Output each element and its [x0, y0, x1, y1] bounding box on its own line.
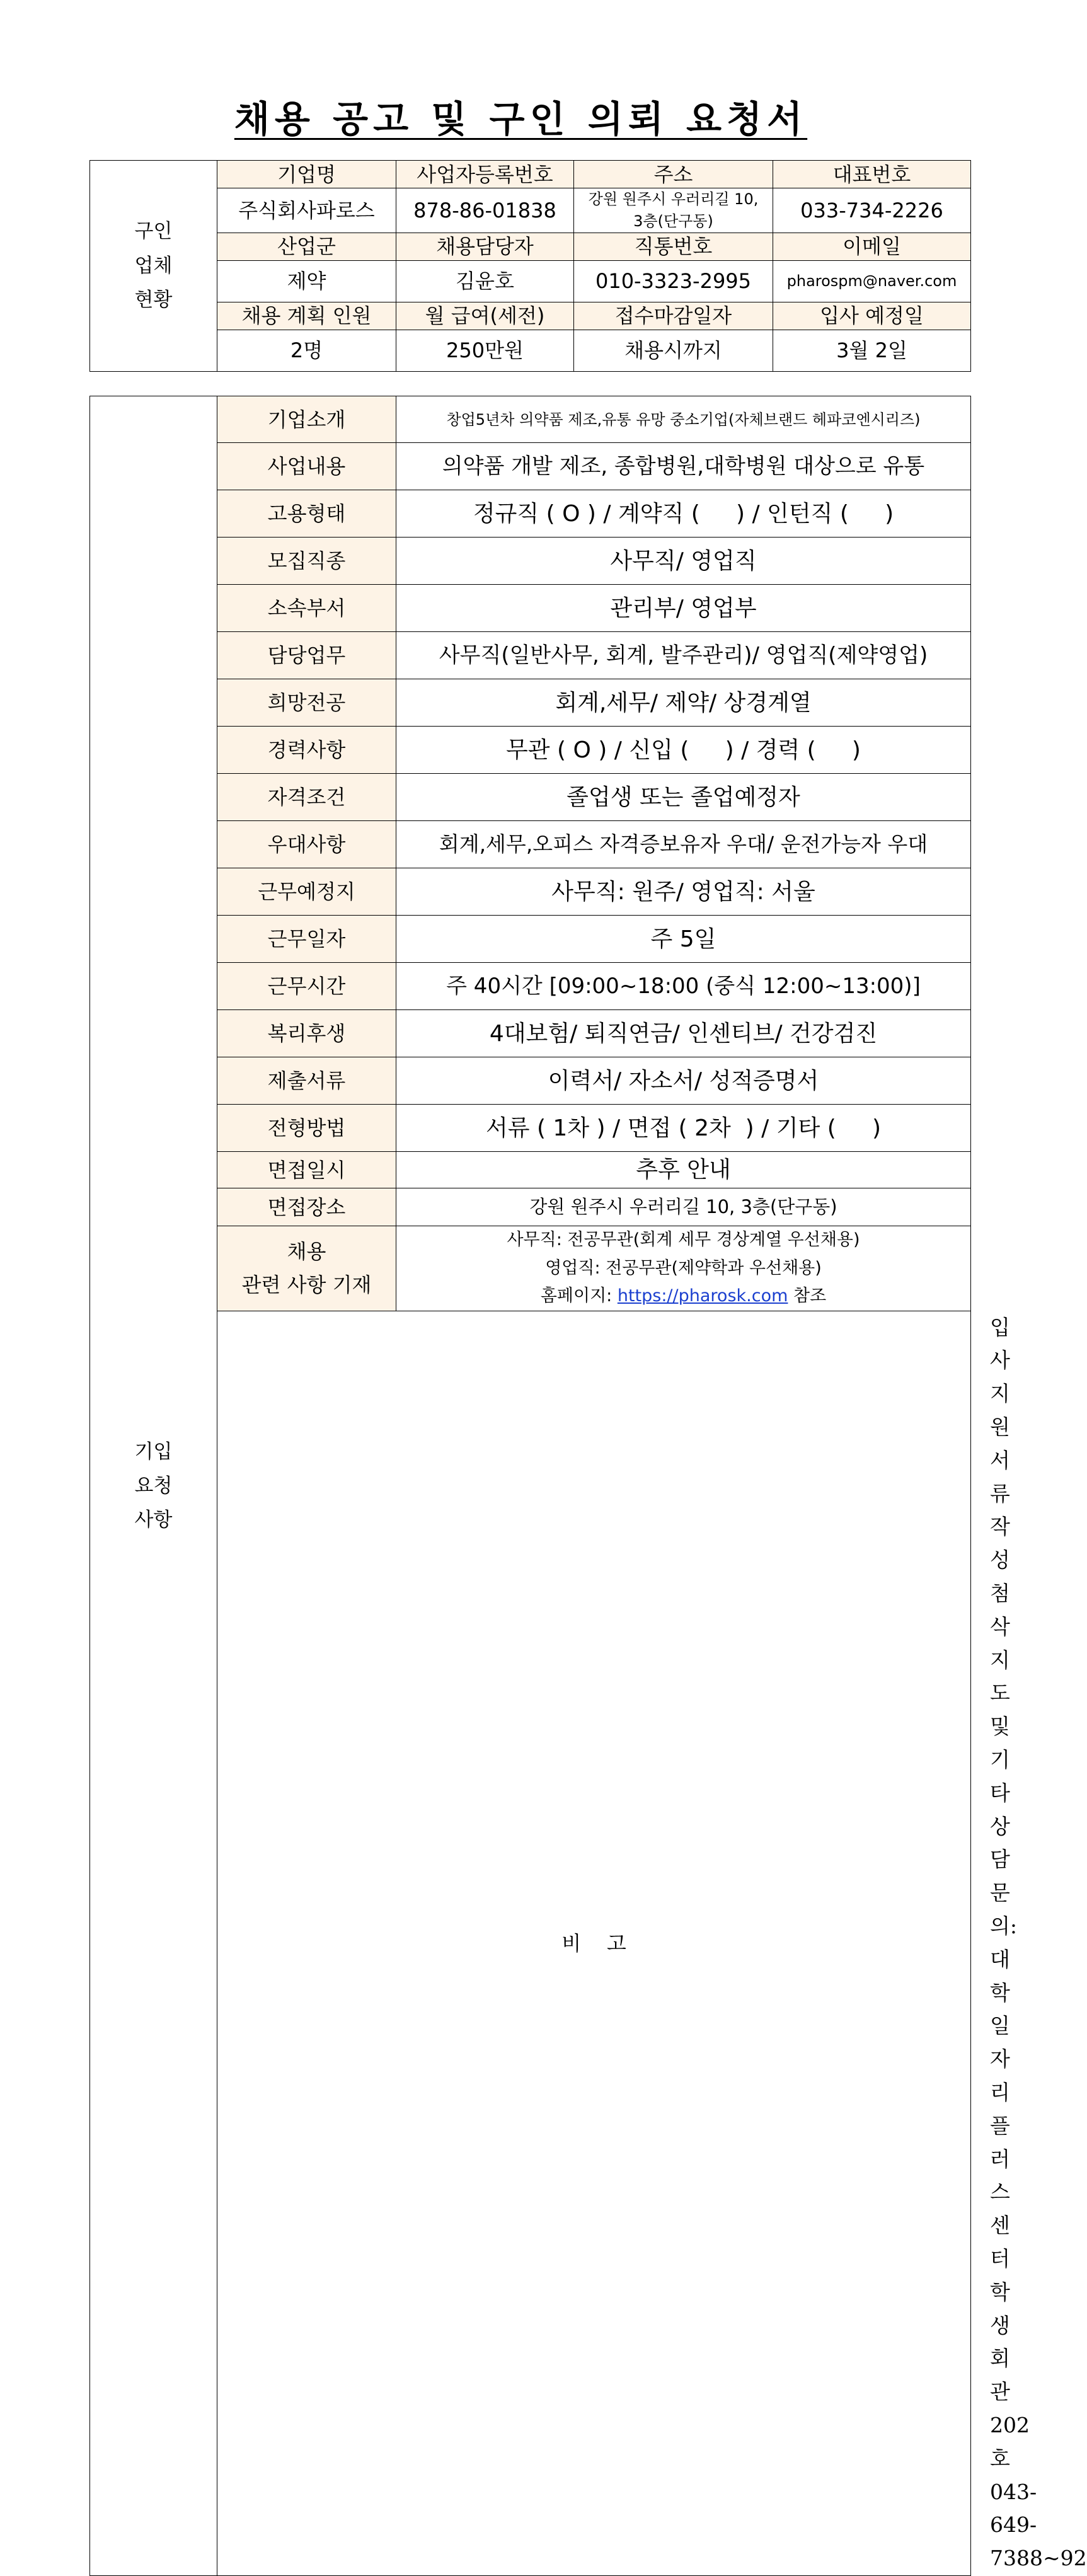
header-start-date: 입사 예정일: [773, 302, 971, 330]
header-main-phone: 대표번호: [773, 161, 971, 188]
department-value: 관리부/ 영업부: [396, 585, 971, 632]
company-status-table: [89, 160, 971, 372]
selection-process-value: 서류 ( 1차 ) / 면접 ( 2차 ) / 기타 ( ): [396, 1105, 971, 1152]
header-direct-phone: 직통번호: [574, 233, 773, 260]
work-days-value: 주 5일: [396, 916, 971, 963]
row-label: 우대사항: [217, 821, 396, 868]
homepage-link[interactable]: https://pharosk.com: [617, 1286, 788, 1306]
business-content-value: 의약품 개발 제조, 종합병원,대학병원 대상으로 유통: [396, 443, 971, 490]
row-label: 담당업무: [217, 632, 396, 679]
header-salary: 월 급여(세전): [396, 302, 574, 330]
header-recruiter: 채용담당자: [396, 233, 574, 260]
company-intro-value: 창업5년차 의약품 제조,유통 유망 중소기업(자체브랜드 헤파코엔시리즈): [396, 396, 971, 443]
header-company-name: 기업명: [217, 161, 396, 188]
header-deadline: 접수마감일자: [574, 302, 773, 330]
header-address: 주소: [574, 161, 773, 188]
recruiter-value: 김윤호: [396, 260, 574, 302]
experience-value: 무관 ( O ) / 신입 ( ) / 경력 ( ): [396, 727, 971, 774]
industry-value: 제약: [217, 260, 396, 302]
remarks-label: 비 고: [217, 1311, 971, 2575]
header-email: 이메일: [773, 233, 971, 260]
document-title: 채용 공고 및 구인 의뢰 요청서: [234, 98, 808, 141]
salary-value: 250만원: [396, 330, 574, 371]
row-label: 희망전공: [217, 679, 396, 727]
direct-phone-value: 010-3323-2995: [574, 260, 773, 302]
address-value: 강원 원주시 우러리길 10, 3층(단구동): [574, 188, 773, 233]
company-name-value: 주식회사파로스: [217, 188, 396, 233]
misc-line-office: 사무직: 전공무관(회계 세무 경상계열 우선채용): [507, 1230, 860, 1250]
company-status-section-label: 구인 업체 현황: [90, 161, 217, 372]
business-reg-no-value: 878-86-01838: [396, 188, 574, 233]
header-industry: 산업군: [217, 233, 396, 260]
job-category-value: 사무직/ 영업직: [396, 538, 971, 585]
misc-value: [396, 1226, 971, 1311]
row-label: 기업소개: [217, 396, 396, 443]
request-table: 기입 요청 사항 기업소개 창업5년차 의약품 제조,유통 유망 중소기업(자체브랜드 헤파코엔시리즈) 사업내용 의약품 개발 제조, 종합병원,대학병원 대상으로 유통 고용형태 정규직 ( O ) / 계약직 ( ) / 인턴직 ( ) 모집직종 사무직/ 영업직 소속부서 관리부/ 영업부 담당업무 사무직(일반사무, 회계, 발주관리)/ 영업직(제약영업) 희망전공 회계,세무/ 제약/ 상경계열 경력사항 무관 ( O ) / 신입 ( ) / 경력 ( ) 자격조건 졸업생 또는 졸업예정자 우대사항 회계,세무,오피스 자격증보유자 우대/ 운전가능자 우대 근무예정지 사무직: 원주/ 영업직: 서울 근무일자 주 5일 근무시간 주 40시간 [09:00~18:00 (중식 12:00~13:00)] 복리후생 4대보험/ 퇴직연금/ 인센티브/ 건강검진 제출서류 이력서/ 자소서/ 성적증명서 전형방법 서류 ( 1차 ) / 면접 ( 2차 ) / 기타 ( ) 면접일시 추후 안내 면접장소 강원 원주시 우러리길 10, 3층(단구동) 채용 관련 사항 기재 사무직: 전공무관(회계 세무 경상계열 우선채용) 영업직: 전공무관(제약학과 우선채용) 홈페이지: https://pharosk.com 참조 비 고 입사지원서류 작성 첨삭지도 및 기타 상담 문의: 대학일자리플러스센터 학생회관 202호 043-649-7388~92: [89, 396, 971, 2576]
benefits-value: 4대보험/ 퇴직연금/ 인센티브/ 건강검진: [396, 1010, 971, 1057]
request-section-label: 기입 요청 사항: [90, 396, 217, 2576]
deadline-value: 채용시까지: [574, 330, 773, 371]
work-location-value: 사무직: 원주/ 영업직: 서울: [396, 868, 971, 916]
row-label: 전형방법: [217, 1105, 396, 1152]
preferred-major-value: 회계,세무/ 제약/ 상경계열: [396, 679, 971, 727]
row-label: 근무예정지: [217, 868, 396, 916]
misc-line-homepage: 홈페이지: https://pharosk.com 참조: [540, 1286, 827, 1306]
row-label: 고용형태: [217, 490, 396, 538]
row-label: 모집직종: [217, 538, 396, 585]
row-label: 근무일자: [217, 916, 396, 963]
start-date-value: 3월 2일: [773, 330, 971, 371]
header-business-reg-no: 사업자등록번호: [396, 161, 574, 188]
row-label: 복리후생: [217, 1010, 396, 1057]
misc-label: 채용 관련 사항 기재: [217, 1226, 396, 1311]
email-value: pharospm@naver.com: [773, 260, 971, 302]
row-label: 경력사항: [217, 727, 396, 774]
qualification-value: 졸업생 또는 졸업예정자: [396, 774, 971, 821]
employment-type-value: 정규직 ( O ) / 계약직 ( ) / 인턴직 ( ): [396, 490, 971, 538]
main-phone-value: 033-734-2226: [773, 188, 971, 233]
preference-value: 회계,세무,오피스 자격증보유자 우대/ 운전가능자 우대: [396, 821, 971, 868]
row-label: 소속부서: [217, 585, 396, 632]
documents-value: 이력서/ 자소서/ 성적증명서: [396, 1057, 971, 1105]
misc-line-sales: 영업직: 전공무관(제약학과 우선채용): [545, 1258, 822, 1278]
interview-location-value: 강원 원주시 우러리길 10, 3층(단구동): [396, 1188, 971, 1226]
row-label: 면접장소: [217, 1188, 396, 1226]
row-label: 면접일시: [217, 1152, 396, 1188]
row-label: 제출서류: [217, 1057, 396, 1105]
row-label: 근무시간: [217, 963, 396, 1010]
interview-date-value: 추후 안내: [396, 1152, 971, 1188]
row-label: 자격조건: [217, 774, 396, 821]
work-hours-value: 주 40시간 [09:00~18:00 (중식 12:00~13:00)]: [396, 963, 971, 1010]
duties-value: 사무직(일반사무, 회계, 발주관리)/ 영업직(제약영업): [396, 632, 971, 679]
hiring-count-value: 2명: [217, 330, 396, 371]
header-hiring-count: 채용 계획 인원: [217, 302, 396, 330]
row-label: 사업내용: [217, 443, 396, 490]
